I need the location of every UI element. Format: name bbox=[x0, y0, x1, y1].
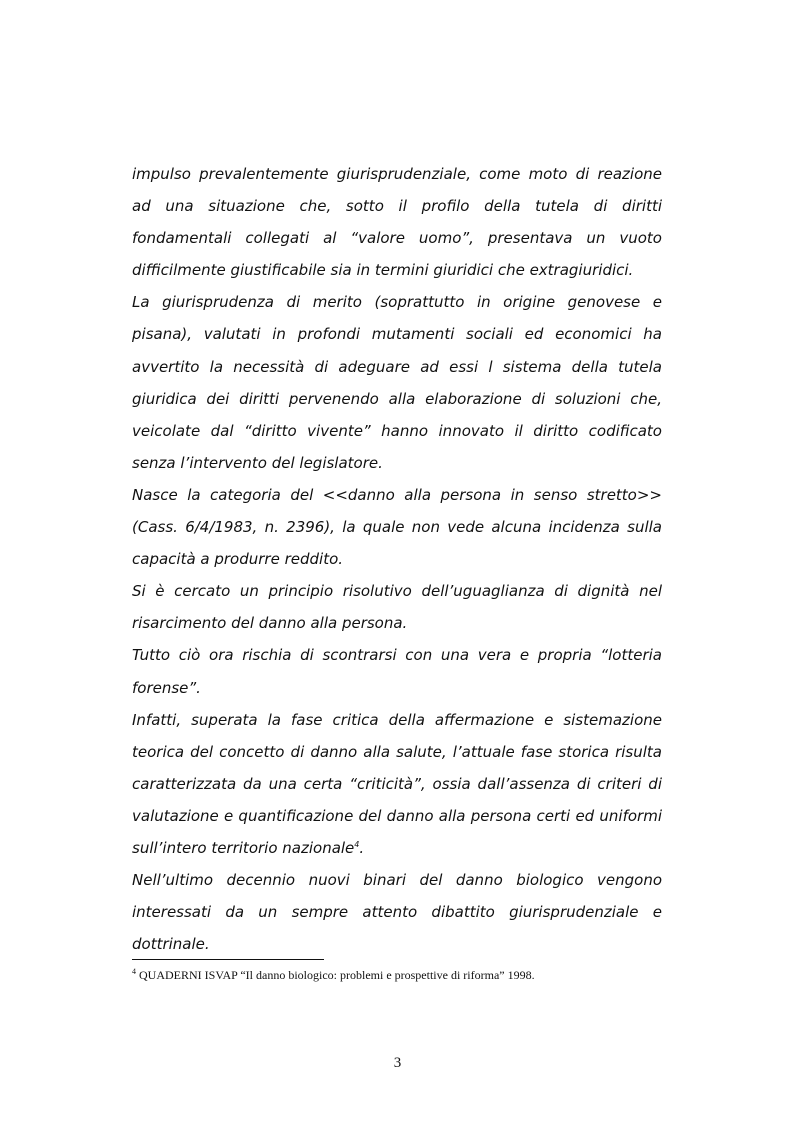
paragraph-3: Nasce la categoria del <<danno alla persona in senso stretto>> (Cass. 6/4/1983, n. 2396), la quale non vede alcuna incidenza sulla capacità a produrre reddito. bbox=[132, 485, 662, 569]
paragraph-1: impulso prevalentemente giurisprudenziale, come moto di reazione ad una situazione che, sotto il profilo della tutela di diritti fondamentali collegati al “valore uomo”, presentava un vuoto difficilmente giustificabile sia in termini giuridici che extragiuridici. bbox=[132, 165, 662, 280]
body-text bbox=[132, 158, 662, 960]
paragraph-6 bbox=[132, 704, 662, 864]
footnote-separator bbox=[132, 959, 324, 960]
footnote-reference: 4 bbox=[354, 839, 360, 849]
paragraph-7: Nell’ultimo decennio nuovi binari del danno biologico vengono interessati da un sempre attento dibattito giurisprudenziale e dottrinale. bbox=[132, 871, 662, 954]
paragraph-2: La giurisprudenza di merito (soprattutto in origine genovese e pisana), valutati in profondi mutamenti sociali ed economici ha avvertito la necessità di adeguare ad essi l sistema della tutela giuridica dei diritti pervenendo alla elaborazione di soluzioni che, veicolate dal “diritto vivente” hanno innovato il diritto codificato senza l’intervento del legislatore. bbox=[132, 293, 662, 472]
footnote-number: 4 bbox=[132, 967, 136, 976]
page-number: 3 bbox=[393, 1055, 402, 1071]
paragraph-6-text: Infatti, superata la fase critica della affermazione e sistemazione teorica del concetto di danno alla salute, l’attuale fase storica risulta caratterizzata da una certa “criticità”, ossia dall’assenza di criteri di valutazione e quantificazione del danno alla persona certi ed uniformi sull’intero territorio nazionale bbox=[132, 710, 662, 857]
paragraph-5: Tutto ciò ora rischia di scontrarsi con una vera e propria “lotteria forense”. bbox=[132, 646, 662, 697]
footnote bbox=[132, 968, 692, 983]
paragraph-4: Si è cercato un principio risolutivo dell’uguaglianza di dignità nel risarcimento del danno alla persona. bbox=[132, 582, 662, 633]
footnote-text: QUADERNI ISVAP “Il danno biologico: problemi e prospettive di riforma” 1998. bbox=[136, 968, 535, 982]
paragraph-6-end: . bbox=[359, 838, 365, 857]
